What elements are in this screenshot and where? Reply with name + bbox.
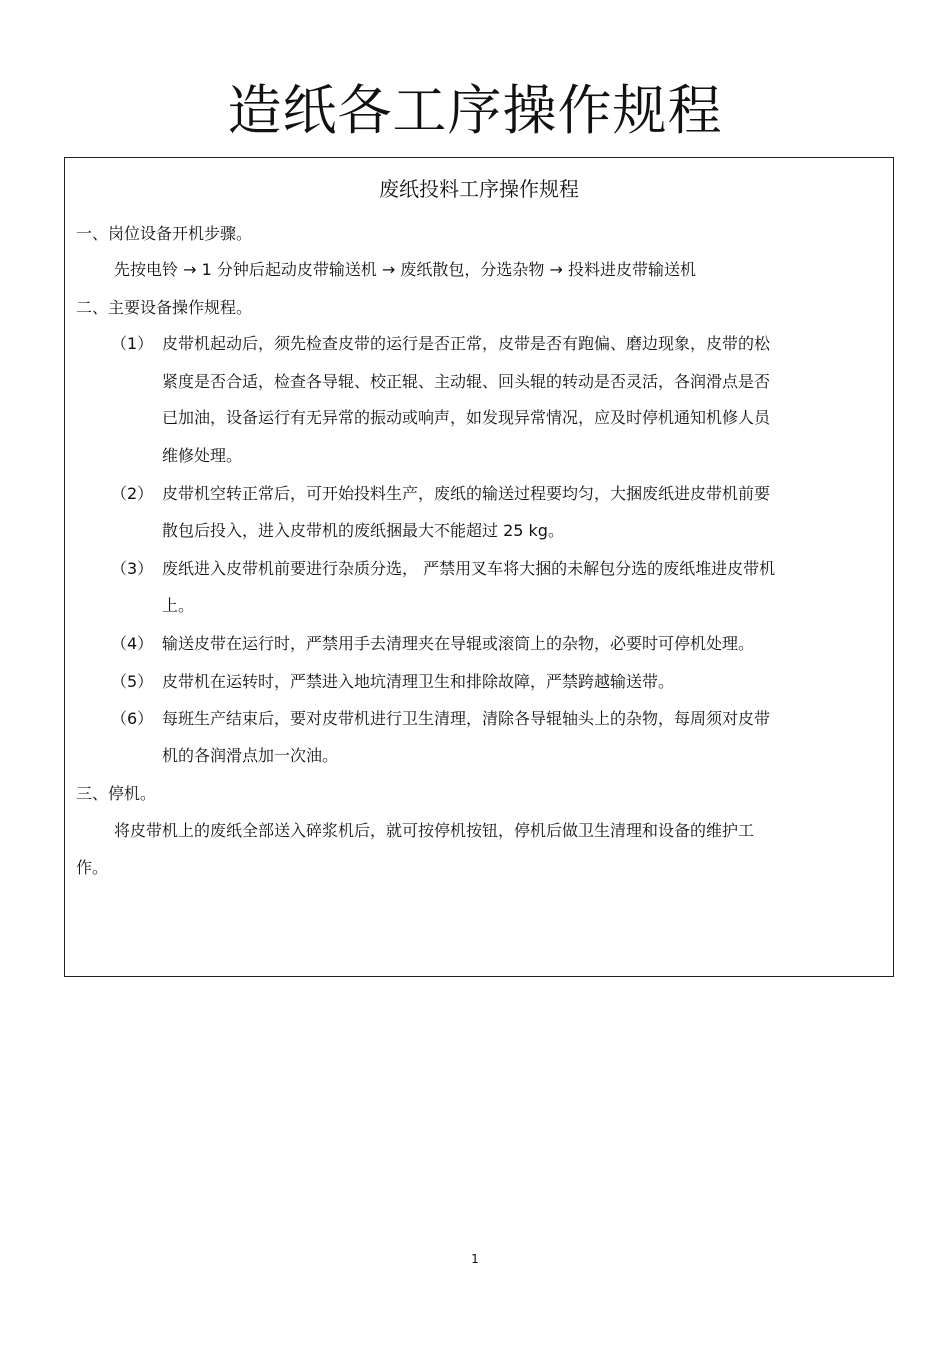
heading-operation-rules: 二、主要设备操作规程。: [76, 298, 253, 317]
heading-stop: 三、停机。: [76, 784, 157, 803]
item-number: （4）: [111, 634, 154, 653]
item-number: （2）: [111, 484, 154, 503]
item-line: 紧度是否合适，检查各导辊、校正辊、主动辊、回头辊的转动是否灵活，各润滑点是否: [162, 372, 771, 391]
startup-flow: 先按电铃 → 1 分钟后起动皮带输送机 → 废纸散包，分选杂物 → 投料进皮带输送机: [114, 260, 697, 279]
item-number: （5）: [111, 672, 154, 691]
item-line: 上。: [162, 596, 195, 615]
item-line: 机的各润滑点加一次油。: [162, 746, 339, 765]
page-number: 1: [471, 1252, 479, 1266]
stop-paragraph-line: 将皮带机上的废纸全部送入碎浆机后，就可按停机按钮，停机后做卫生清理和设备的维护工: [114, 821, 755, 840]
item-line: 皮带机空转正常后，可开始投料生产，废纸的输送过程要均匀，大捆废纸进皮带机前要: [162, 484, 771, 503]
item-line: 已加油，设备运行有无异常的振动或响声，如发现异常情况，应及时停机通知机修人员: [162, 408, 771, 427]
item-line: 皮带机起动后，须先检查皮带的运行是否正常，皮带是否有跑偏、磨边现象，皮带的松: [162, 334, 771, 353]
item-line: 每班生产结束后，要对皮带机进行卫生清理，清除各导辊轴头上的杂物，每周须对皮带: [162, 709, 771, 728]
item-line: 散包后投入，进入皮带机的废纸捆最大不能超过 25 kg。: [162, 521, 564, 540]
item-number: （6）: [111, 709, 154, 728]
item-number: （3）: [111, 559, 154, 578]
item-line: 废纸进入皮带机前要进行杂质分选， 严禁用叉车将大捆的未解包分选的废纸堆进皮带机: [162, 559, 776, 578]
document-title: 造纸各工序操作规程: [227, 79, 723, 142]
stop-paragraph-line: 作。: [76, 858, 109, 877]
heading-startup-steps: 一、岗位设备开机步骤。: [76, 224, 253, 243]
procedure-box: [64, 157, 894, 977]
item-line: 维修处理。: [162, 446, 243, 465]
item-line: 输送皮带在运行时，严禁用手去清理夹在导辊或滚筒上的杂物，必要时可停机处理。: [162, 634, 755, 653]
section-title: 废纸投料工序操作规程: [379, 177, 579, 201]
item-number: （1）: [111, 334, 154, 353]
item-line: 皮带机在运转时，严禁进入地坑清理卫生和排除故障，严禁跨越输送带。: [162, 672, 675, 691]
